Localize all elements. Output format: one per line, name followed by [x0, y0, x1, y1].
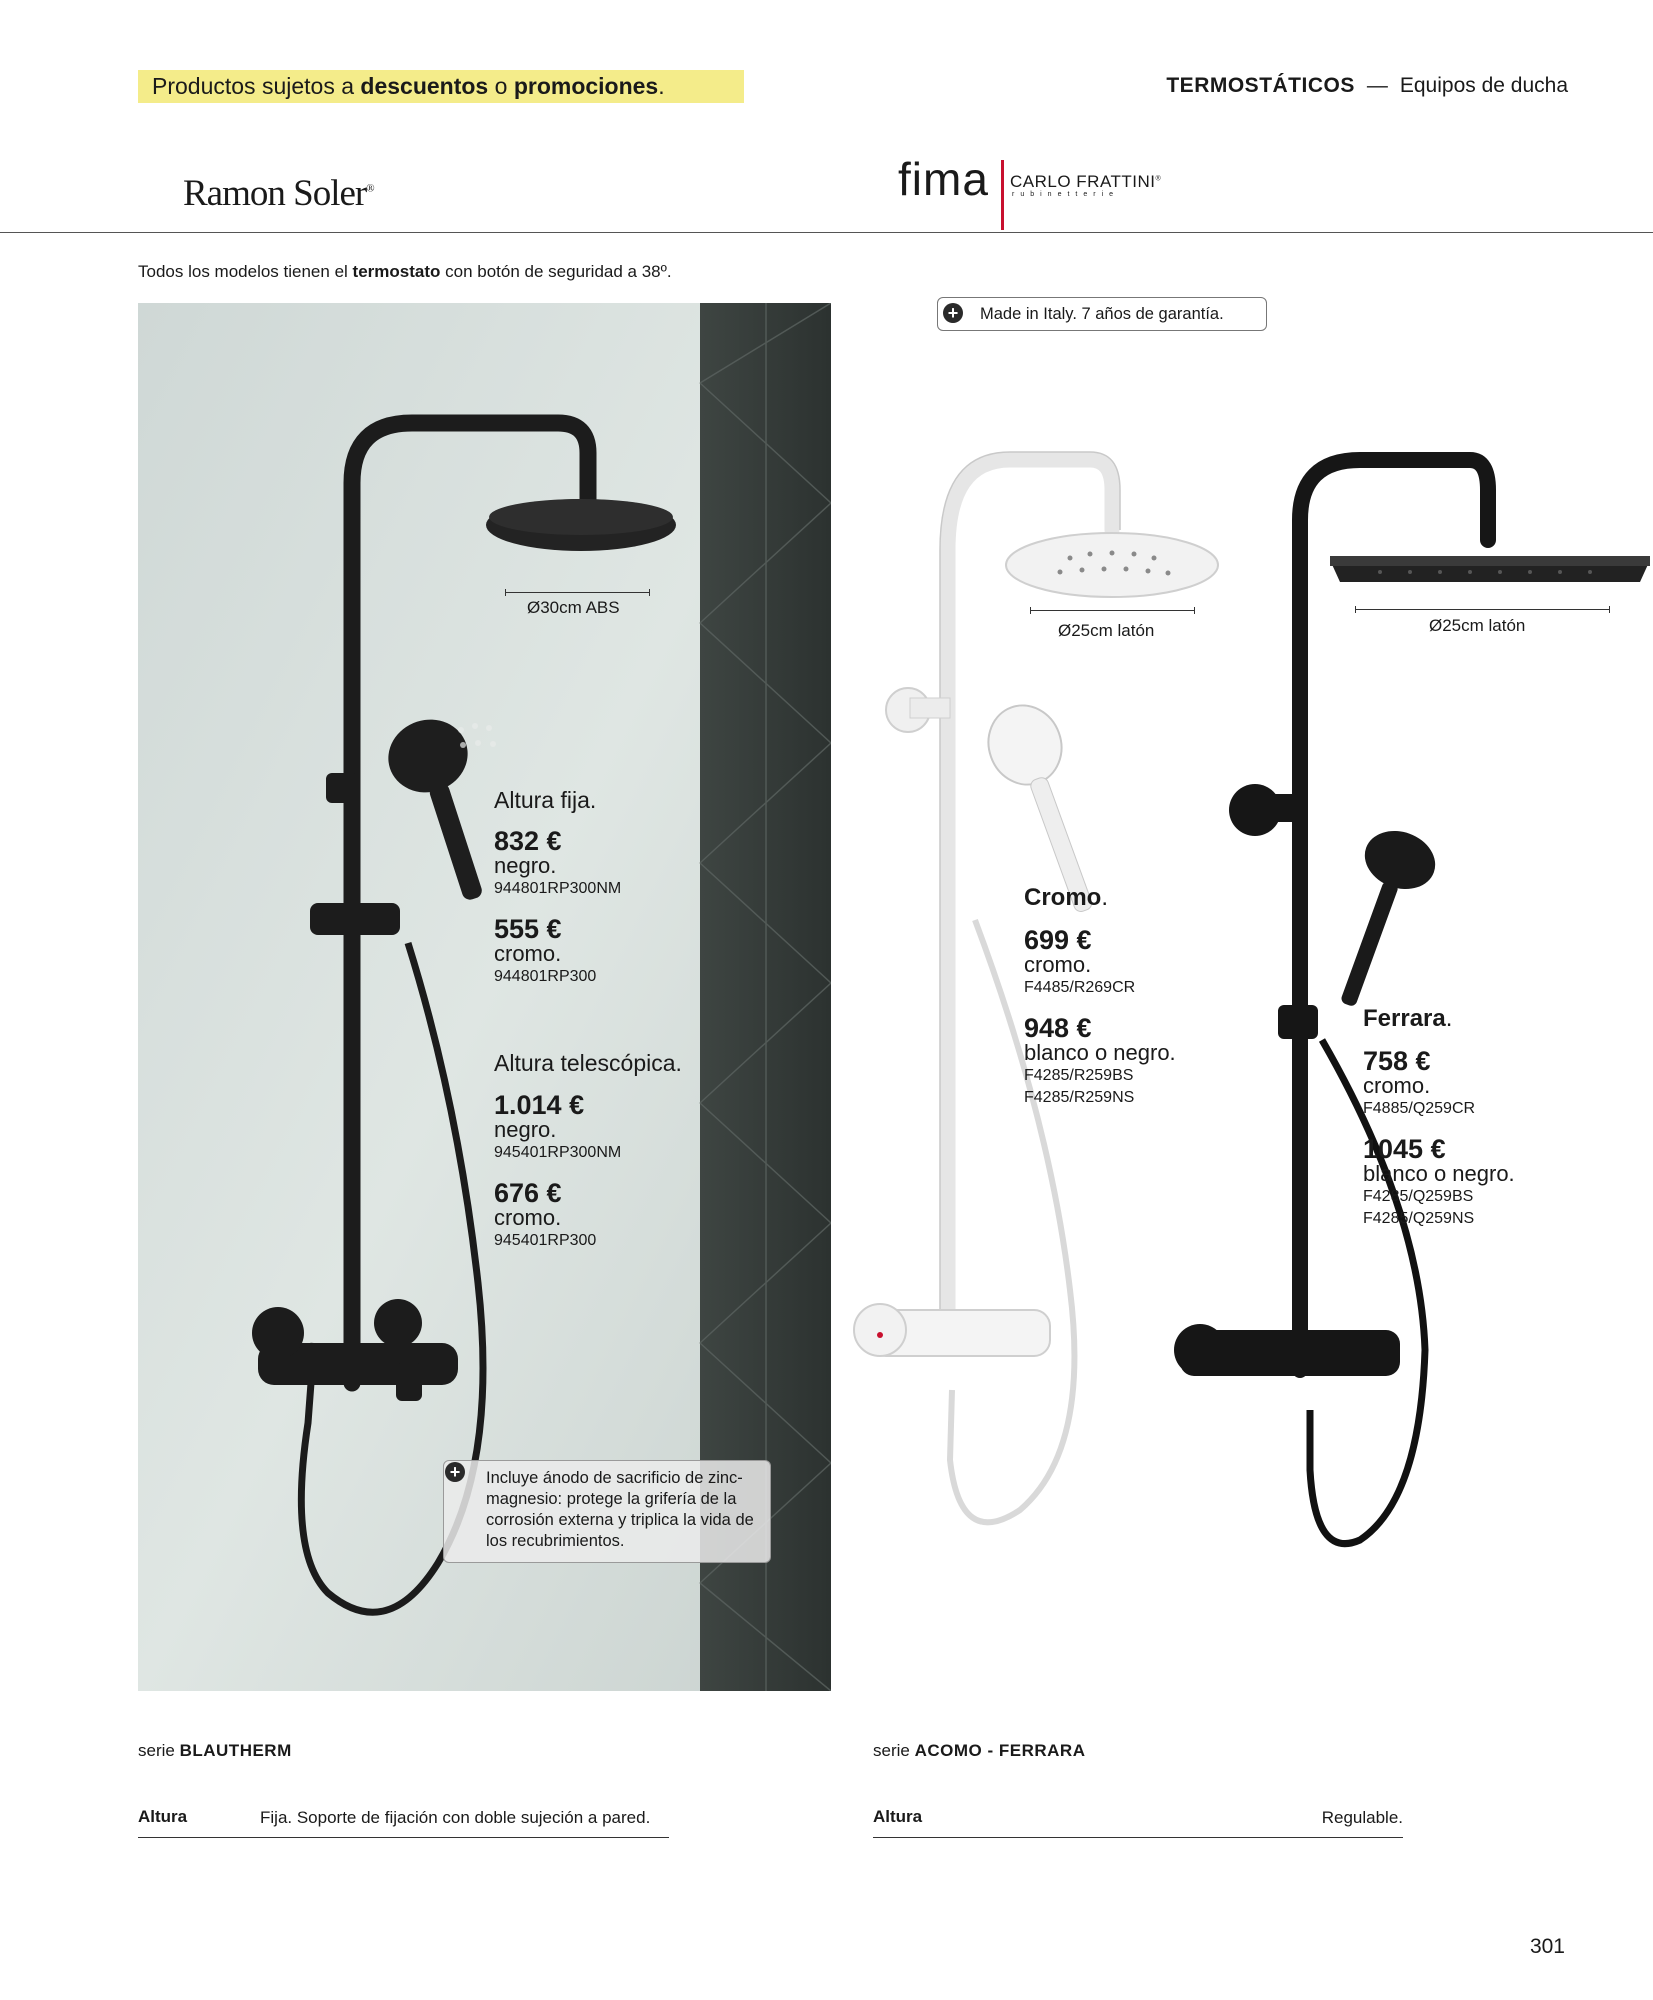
- finish-cromo-color: blanco o negro.: [1024, 1040, 1176, 1065]
- spec-label-right: Altura: [873, 1807, 923, 1826]
- price-fixed-black: 832 €: [494, 826, 562, 856]
- dimension-left: Ø30cm ABS: [527, 598, 620, 617]
- dimension-cromo: Ø25cm latón: [1058, 621, 1155, 640]
- ferrara-name: Ferrara: [1363, 1005, 1446, 1032]
- promo-or: o: [494, 73, 508, 99]
- spec-value-right: Regulable.: [1321, 1808, 1403, 1827]
- category-dash: —: [1366, 74, 1388, 97]
- price-fixed-chrome: 555 €: [494, 914, 562, 944]
- code-fixed-chrome: 944801RP300: [494, 968, 597, 985]
- fima-red-bar: [1001, 160, 1004, 230]
- spec-divider-left: [138, 1837, 669, 1838]
- promo-promotions: promociones: [513, 73, 659, 99]
- promo-discounts: descuentos: [360, 73, 489, 99]
- code-ferrara-white: F4285/Q259BS: [1363, 1188, 1474, 1205]
- dimension-line-ferrara: [1355, 609, 1610, 610]
- fima-logo: fima: [898, 153, 989, 205]
- serie-blautherm: [138, 1741, 292, 1761]
- dimension-ferrara: Ø25cm latón: [1429, 616, 1526, 635]
- telescopic-title: Altura telescópica.: [494, 1050, 682, 1076]
- code-fixed-black: 944801RP300NM: [494, 880, 622, 897]
- plus-icon: +: [445, 1462, 465, 1482]
- finish-ferrara-chrome: cromo.: [1363, 1073, 1431, 1098]
- price-ferrara-chrome: 758 €: [1363, 1046, 1431, 1076]
- category-title: TERMOSTÁTICOS: [1166, 74, 1355, 97]
- price-telescopic-chrome: 676 €: [494, 1178, 562, 1208]
- finish-fixed-black: negro.: [494, 853, 557, 878]
- subcategory-title: Equipos de ducha: [1399, 74, 1568, 97]
- serie-prefix: serie: [138, 1741, 175, 1760]
- serie-name: BLAUTHERM: [179, 1741, 292, 1760]
- spec-divider-right: [873, 1837, 1403, 1838]
- rubinetterie-text: rubinetterie: [1012, 191, 1120, 198]
- code-telescopic-black: 945401RP300NM: [494, 1144, 622, 1161]
- thermostat-note: [138, 262, 672, 282]
- note-prefix: Todos los modelos tienen el: [138, 262, 348, 281]
- made-in-italy-text: Made in Italy. 7 años de garantía.: [980, 305, 1224, 323]
- price-cromo-chrome: 699 €: [1024, 925, 1092, 955]
- serie-prefix: serie: [873, 1741, 910, 1760]
- promo-end: .: [658, 73, 665, 99]
- spec-label-left: Altura: [138, 1807, 188, 1826]
- price-ferrara-color: 1045 €: [1363, 1134, 1446, 1164]
- finish-fixed-chrome: cromo.: [494, 941, 562, 966]
- finish-telescopic-black: negro.: [494, 1117, 557, 1142]
- finish-telescopic-chrome: cromo.: [494, 1205, 562, 1230]
- note-bold: termostato: [352, 262, 441, 281]
- fixed-height-title: Altura fija.: [494, 787, 597, 813]
- code-cromo-chrome: F4485/R269CR: [1024, 979, 1136, 996]
- cromo-title: Cromo.: [1024, 884, 1109, 911]
- header-divider: [0, 232, 1653, 233]
- ferrara-title: Ferrara.: [1363, 1005, 1453, 1032]
- cromo-name: Cromo: [1024, 884, 1102, 911]
- dimension-line-left: [505, 592, 650, 593]
- spec-value-left: Fija. Soporte de fijación con doble sujeción a pared.: [260, 1808, 651, 1827]
- code-telescopic-chrome: 945401RP300: [494, 1232, 597, 1249]
- finish-ferrara-color: blanco o negro.: [1363, 1161, 1515, 1186]
- anode-callout-text: Incluye ánodo de sacrificio de zinc-magnesio: protege la grifería de la corrosión externa y triplica la vida de los recubrimientos.: [486, 1469, 754, 1550]
- serie-name: ACOMO - FERRARA: [914, 1741, 1086, 1760]
- code-cromo-black: F4285/R259NS: [1024, 1089, 1135, 1106]
- plus-icon: +: [943, 303, 963, 323]
- page-number: 301: [1529, 1935, 1565, 1958]
- price-telescopic-black: 1.014 €: [494, 1090, 585, 1120]
- code-ferrara-black: F4285/Q259NS: [1363, 1210, 1475, 1227]
- ramon-soler-logo: Ramon Soler®: [183, 173, 374, 214]
- code-cromo-white: F4285/R259BS: [1024, 1067, 1134, 1084]
- price-cromo-color: 948 €: [1024, 1013, 1092, 1043]
- note-suffix: con botón de seguridad a 38º.: [445, 262, 672, 281]
- serie-acomo-ferrara: [873, 1741, 1085, 1761]
- carlo-frattini-logo: CARLO FRATTINI®: [1010, 172, 1162, 191]
- code-ferrara-chrome: F4885/Q259CR: [1363, 1100, 1476, 1117]
- ramon-soler-text: Ramon Soler: [183, 173, 367, 214]
- section-heading: [1166, 74, 1568, 98]
- carlo-frattini-text: CARLO FRATTINI: [1010, 172, 1156, 191]
- promo-banner: [138, 70, 744, 103]
- finish-cromo-chrome: cromo.: [1024, 952, 1092, 977]
- promo-prefix: Productos sujetos a: [152, 73, 355, 99]
